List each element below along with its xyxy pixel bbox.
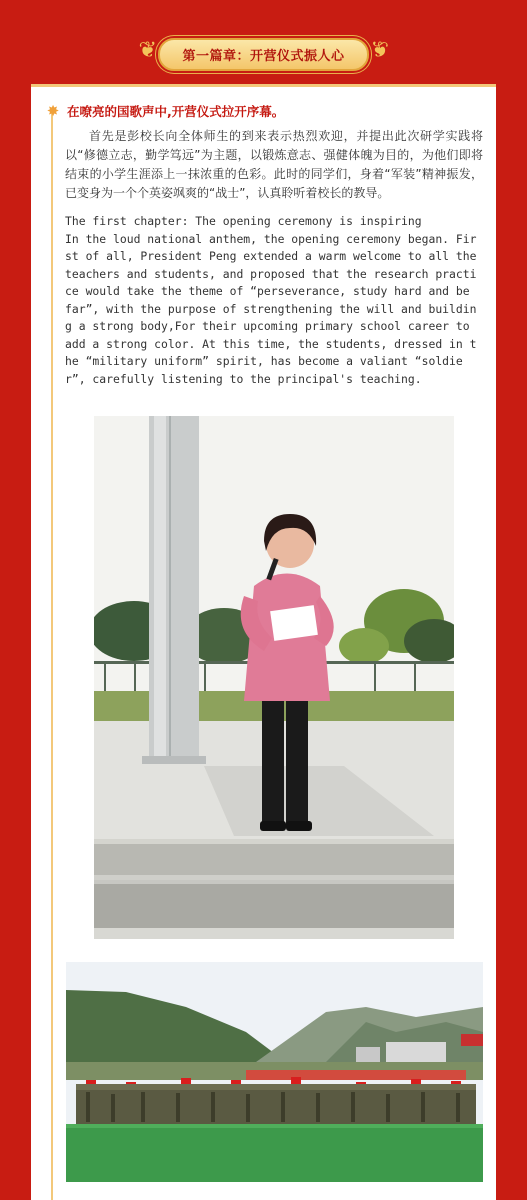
paragraph-chinese: 首先是彭校长向全体师生的到来表示热烈欢迎，并提出此次研学实践将以“修德立志，勤学笃远”为主题，以锻炼意志、强健体魄为目的，为他们即将结束的小学生涯添上一抹浓重的色彩。此时的同学们，身着“军装”精神振发，已变身为一个个英姿飒爽的“战士”，认真聆听着校长的教导。 xyxy=(65,129,483,200)
laurel-right-icon: ❦ xyxy=(369,37,389,63)
section-heading: 在嘹亮的国歌声中,开营仪式拉开序幕。 xyxy=(67,104,285,119)
chapter-banner-wrap xyxy=(0,34,527,74)
paragraph-english: The first chapter: The opening ceremony is inspiring In the loud national anthem, the opening ceremony began. First of all, President Peng extended a warm welcome to all the teachers and students, and proposed that the research practice would take the theme of “perseverance, study hard and be far”, with the purpose of strengthening the will and building a strong body,For their upcoming primary school career to add a strong color. At this time, the students, dressed in the “military uniform” spirit, has become a valiant “soldier”, carefully listening to the principal's teaching. xyxy=(65,214,477,386)
chapter-title: 第一篇章：开营仪式振人心 xyxy=(182,48,345,64)
speaker-photo xyxy=(94,416,454,939)
laurel-left-icon: ❦ xyxy=(138,37,158,63)
content-card xyxy=(31,84,496,1200)
page-border-left xyxy=(0,0,30,1200)
page-border-right xyxy=(497,0,527,1200)
students-assembly-photo xyxy=(66,962,483,1182)
timeline-line xyxy=(51,110,53,1200)
card-top-divider xyxy=(31,84,496,87)
section-heading-row xyxy=(45,102,488,120)
star-bullet-icon: ✸ xyxy=(46,102,60,120)
chapter-banner xyxy=(138,37,389,71)
